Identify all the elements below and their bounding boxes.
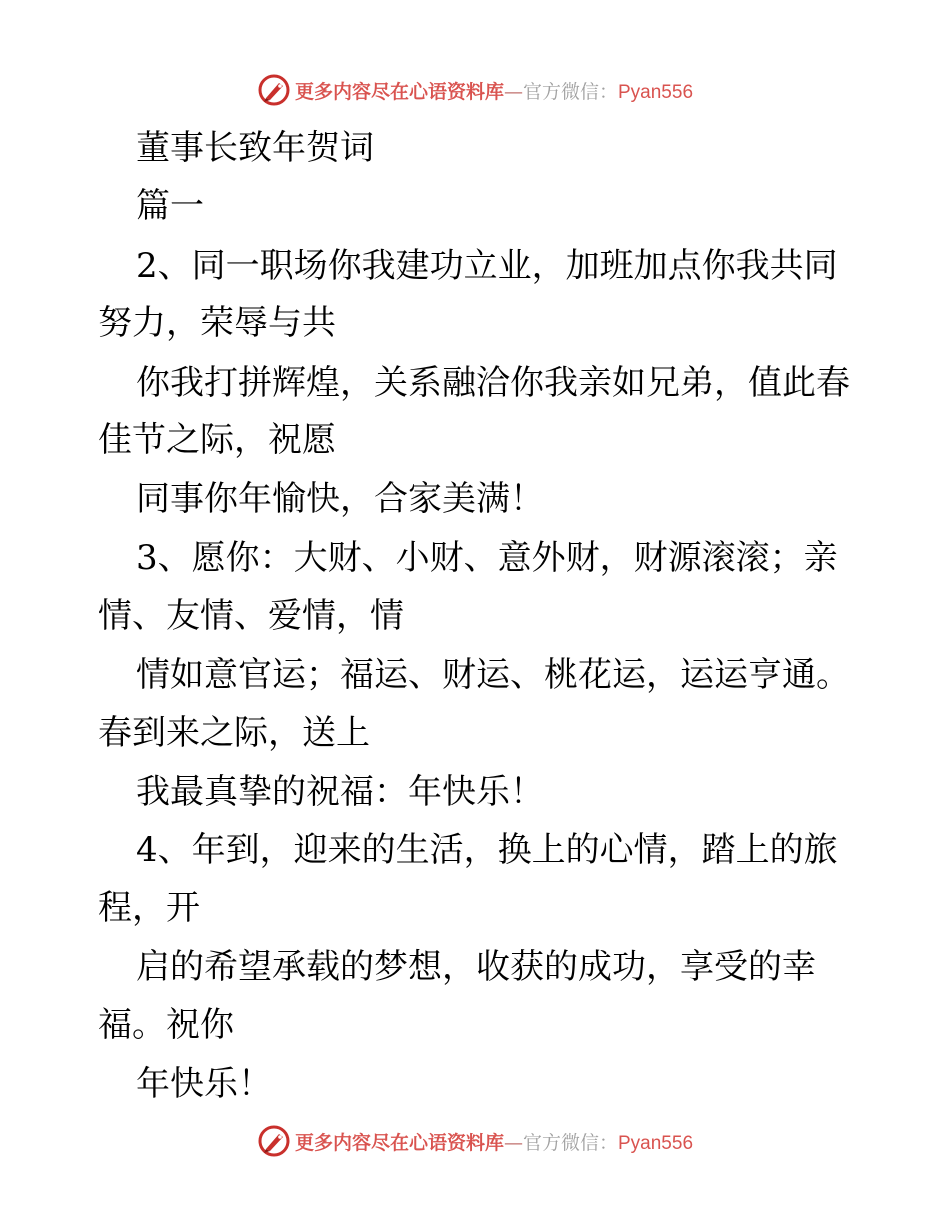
wechat-label: 官方微信：	[522, 1131, 618, 1154]
wechat-id: Pyan556	[618, 81, 694, 103]
footer-banner	[0, 1121, 950, 1161]
header-banner	[0, 70, 950, 110]
footer-banner-text	[295, 1128, 693, 1155]
pen-logo-icon	[257, 73, 291, 107]
site-text: 更多内容尽在心语资料库	[294, 1131, 504, 1154]
paragraph-line: 情如意官运；福运、财运、桃花运，运运亨通。	[136, 655, 850, 695]
paragraph-line: 情、友情、爱情，情	[98, 596, 404, 636]
header-banner-text	[295, 77, 693, 104]
section-heading: 篇一	[136, 186, 204, 226]
header-banner-content	[257, 73, 693, 107]
paragraph-line: 程，开	[98, 888, 200, 928]
wechat-id: Pyan556	[618, 1132, 694, 1154]
paragraph-line: 3、愿你：大财、小财、意外财，财源滚滚；亲	[136, 538, 838, 578]
paragraph-line: 春到来之际，送上	[98, 713, 370, 753]
pen-logo-icon	[257, 1124, 291, 1158]
paragraph-line: 努力，荣辱与共	[98, 303, 336, 343]
paragraph-line: 年快乐！	[136, 1064, 272, 1104]
paragraph-line: 你我打拼辉煌，关系融洽你我亲如兄弟，值此春	[136, 363, 850, 403]
wechat-label: 官方微信：	[522, 80, 618, 103]
separator: —	[503, 1131, 523, 1154]
paragraph-line: 2、同一职场你我建功立业，加班加点你我共同	[136, 246, 838, 286]
paragraph-line: 启的希望承载的梦想，收获的成功，享受的幸	[136, 947, 816, 987]
paragraph-line: 福。祝你	[98, 1005, 234, 1045]
document-title: 董事长致年贺词	[136, 128, 374, 168]
paragraph-line: 佳节之际，祝愿	[98, 420, 336, 460]
paragraph-line: 我最真挚的祝福：年快乐！	[136, 772, 544, 812]
paragraph-line: 4、年到，迎来的生活，换上的心情，踏上的旅	[136, 830, 838, 870]
site-text: 更多内容尽在心语资料库	[294, 80, 504, 103]
separator: —	[503, 80, 523, 103]
paragraph-line: 同事你年愉快，合家美满！	[136, 479, 544, 519]
footer-banner-content	[257, 1124, 693, 1158]
